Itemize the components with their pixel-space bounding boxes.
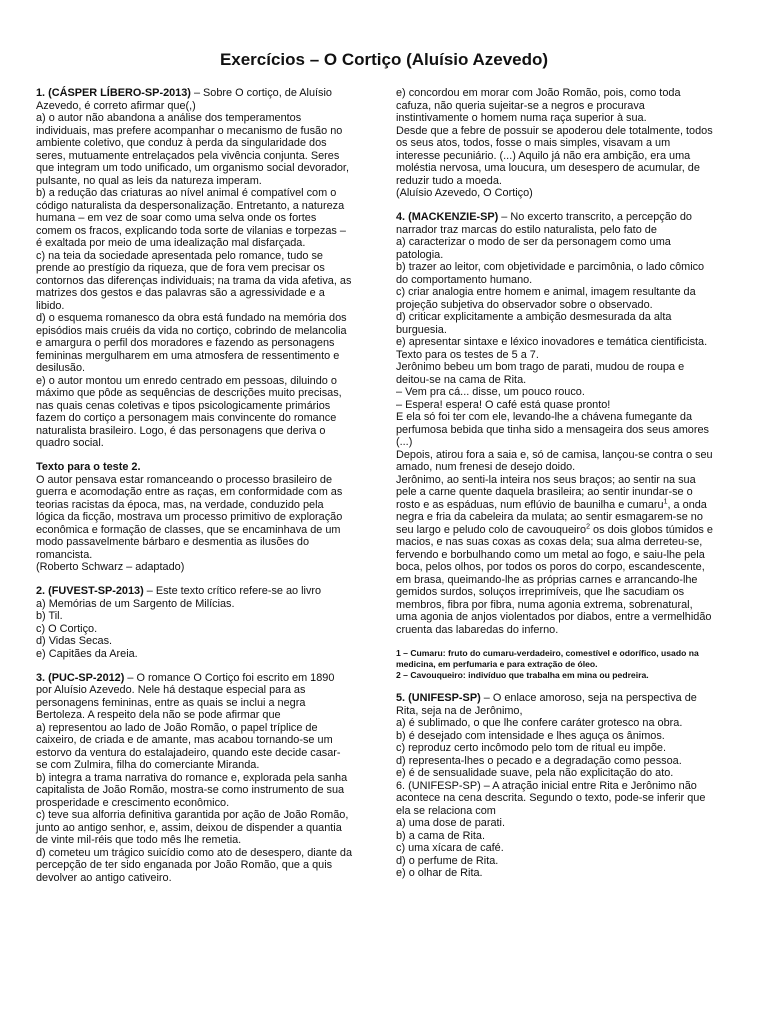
text-paragraph: E ela só foi ter com ele, levando-lhe a chávena fumegante da perfumosa bebida que tinha sido a mensageira dos seus amores (...) xyxy=(396,411,709,448)
option-c: c) na teia da sociedade apresentada pelo romance, tudo se prende ao prestígio da riqueza, que de fora vem precisar os contornos das diferenças individuais; na trama da vida afetiva, as matrizes dos gestos e das palavras são a agressividade e a libido. xyxy=(36,249,352,312)
question-label: 1. (CÁSPER LÍBERO-SP-2013) xyxy=(36,87,191,99)
footnote-marker: 2 xyxy=(586,522,591,530)
option-d: d) Vidas Secas. xyxy=(36,635,113,647)
option-b: b) Til. xyxy=(36,610,63,622)
option-a: a) Memórias de um Sargento de Milícias. xyxy=(36,597,235,610)
option-d: d) representa-lhes o pecado e a degradação como pessoa. xyxy=(396,754,682,767)
option-a: a) representou ao lado de João Romão, o papel tríplice de caixeiro, de criada e de amante, mas acabou tornando-se um estorvo da ventura do estalajadeiro, quando este decide casar-se com Zulmira, filha do comerciante Miranda. xyxy=(36,721,341,771)
option-e: e) apresentar sintaxe e léxico inovadores e temática cientificista. xyxy=(396,336,708,348)
option-c: c) O Cortiço. xyxy=(36,622,98,635)
question-5-stem: 5. (UNIFESP-SP) – O enlace amoroso, seja na perspectiva de Rita, seja na de Jerônimo, xyxy=(396,692,697,717)
page-title: Exercícios – O Cortiço (Aluísio Azevedo) xyxy=(219,50,549,69)
option-b: b) trazer ao leitor, com objetividade e parcimônia, o lado cômico do comportamento humano. xyxy=(396,261,705,286)
text-paragraph: Jerônimo bebeu um bom trago de parati, mudou de roupa e deitou-se na cama de Rita. xyxy=(396,361,685,386)
question-label: 5. (UNIFESP-SP) xyxy=(396,692,481,704)
text-paragraph: Depois, atirou fora a saia e, só de camisa, lançou-se contra o seu amado, num frenesi de desejo doido. xyxy=(396,448,713,473)
option-a: a) o autor não abandona a análise dos temperamentos individuais, mas prefere acompanhar o mecanismo de fusão no ambiente coletivo, que conduz à perda da singularidade dos seres, mutuamente entrelaçados pela vivência conjunta. Seres que integram um todo unificado, um organismo social devorador, pulsante, no qual as leis da natureza imperam. xyxy=(36,112,349,187)
option-c: c) reproduz certo incômodo pelo tom de ritual eu impõe. xyxy=(396,742,666,754)
question-3-stem: 3. (PUC-SP-2012) – O romance O Cortiço foi escrito em 1890 por Aluísio Azevedo. Nele há destaque especial para as personagens femininas, entre as quais se inclui a negra Bertoleza. A respeito dela não se pode afirmar que xyxy=(36,671,335,721)
option-d: d) o perfume de Rita. xyxy=(396,854,499,867)
text-intro: Texto para os testes de 5 a 7. xyxy=(396,348,539,361)
question-label: 3. (PUC-SP-2012) xyxy=(36,671,125,684)
option-b: b) integra a trama narrativa do romance e, explorada pela sanha capitalista de João Romão, mostra-se como instrumento de sua prosperidade e crescimento econômico. xyxy=(36,771,348,809)
text-source: (Roberto Schwarz – adaptado) xyxy=(36,561,185,573)
option-d: d) cometeu um trágico suicídio como ato de desespero, diante da percepção de ter sido enganada por João Romão, que a quis devolver ao antigo cativeiro. xyxy=(36,846,353,884)
footnote: 2 – Cavouqueiro: indivíduo que trabalha em mina ou pedreira. xyxy=(396,669,649,680)
option-a: a) caracterizar o modo de ser da personagem como uma patologia. xyxy=(396,236,671,261)
question-label: 2. (FUVEST-SP-2013) xyxy=(36,585,144,597)
option-b: b) é desejado com intensidade e lhes aguça os ânimos. xyxy=(396,729,665,742)
text-body: O autor pensava estar romanceando o processo brasileiro de guerra e acomodação entre as raças, em conformidade com as teorias racistas da época, mas, na verdade, conduzido pela lógica da ficção, mostrava um processo primitivo de exploração econômica e formação de classes, que se encaminhava de um modo passavelmente bárbaro e desmentia as ilusões do romancista. xyxy=(36,473,343,561)
text-paragraph: – Espera! espera! O café está quase pronto! xyxy=(396,398,611,411)
option-e: e) o autor montou um enredo centrado em pessoas, diluindo o máximo que pôde as sequências de descrições muito precisas, nas quais cenas coletivas e tipos psicologicamente primários fazem do cortiço a personagem mais convincente do romance naturalista brasileiro. Logo, é das personagens que deriva o quadro social. xyxy=(36,374,342,449)
text-paragraph: – Vem pra cá... disse, um pouco rouco. xyxy=(396,386,585,398)
option-c: c) criar analogia entre homem e animal, imagem resultante da projeção subjetiva do observador sobre o observado. xyxy=(396,286,696,311)
option-a: a) é sublimado, o que lhe confere caráter grotesco na obra. xyxy=(396,717,683,729)
option-c: c) uma xícara de café. xyxy=(396,842,504,854)
option-d: d) criticar explicitamente a ambição desmesurada da alta burguesia. xyxy=(396,311,672,336)
option-b: b) a cama de Rita. xyxy=(396,829,485,842)
quote-text: Desde que a febre de possuir se apoderou dele totalmente, todos os seus atos, todos, fosse o mais simples, visavam a um interesse pecuniário. (...) Aquilo já não era ambição, era uma moléstia nervosa, uma loucura, um desespero de acumular, de reduzir tudo a moeda. xyxy=(396,124,713,187)
option-c: c) teve sua alforria definitiva garantida por ação de João Romão, junto ao antigo senhor, e, assim, deixou de dispender a quantia de vinte mil-réis que todo mês lhe remetia. xyxy=(36,809,349,846)
left-column xyxy=(36,87,352,884)
option-e: e) o olhar de Rita. xyxy=(396,867,483,879)
question-2-stem: 2. (FUVEST-SP-2013) – Este texto crítico refere-se ao livro xyxy=(36,585,322,597)
quote-source: (Aluísio Azevedo, O Cortiço) xyxy=(396,187,533,199)
question-6-stem: 6. (UNIFESP-SP) – A atração inicial entre Rita e Jerônimo não acontece na cena descrita. Segundo o texto, pode-se inferir que ela se relaciona com xyxy=(396,779,706,817)
right-column xyxy=(396,87,714,880)
option-b: b) a redução das criaturas ao nível animal é compatível com o código naturalista da despersonalização. Entretanto, a natureza humana – em vez de soar como uma selva onde os fortes comem os fracos, explicando toda sorte de vilanias e torpezas – é exaltada por meio de uma idealização mal disfarçada. xyxy=(36,187,346,249)
option-e: e) Capitães da Areia. xyxy=(36,647,138,660)
option-a: a) uma dose de parati. xyxy=(396,817,505,829)
footnote-marker: 1 xyxy=(663,497,668,505)
question-4-stem: 4. (MACKENZIE-SP) – No excerto transcrito, a percepção do narrador traz marcas do estilo naturalista, pelo fato de xyxy=(396,211,692,236)
footnote: 1 – Cumaru: fruto do cumaru-verdadeiro, comestível e odorífico, usado na medicina, em perfumaria e para extração de óleo. xyxy=(396,647,699,669)
question-1-stem: 1. (CÁSPER LÍBERO-SP-2013) – Sobre O cortiço, de Aluísio Azevedo, é correto afirmar que(,) xyxy=(36,87,332,112)
option-d: d) o esquema romanesco da obra está fundado na memória dos episódios mais cruéis da vida no cortiço, cobrindo de melancolia e amargura o perfil dos moradores e fazendo as personagens femininas mergulharem em uma atmosfera de ressentimento e desilusão. xyxy=(36,312,347,374)
text-paragraph: Jerônimo, ao senti-la inteira nos seus braços; ao sentir na sua pele a carne quente daquela brasileira; ao sentir inundar-se o rosto e as espáduas, num eflúvio de baunilha e cumaru$^1$, a onda negra e fria da cabeleira da mulata; ao sentir esmagarem-se no seu largo e peludo colo de cavouqueiro$^2$ os dois globos túmidos e macios, e nas suas coxas as coxas dela; sua alma derreteu-se, fervendo e borbulhando como um metal ao fogo, e saiu-lhe pela boca, pelos olhos, por todos os poros do corpo, escandescente, em brasa, queimando-lhe as próprias carnes e arrancando-lhe gemidos surdos, soluços irreprimíveis, que lhe sacudiam os membros, fibra por fibra, numa agonia extrema, sobrenatural, uma agonia de anjos violentados por diabos, entre a vermelhidão cruenta das labaredas do inferno. xyxy=(396,473,713,636)
text-heading: Texto para o teste 2. xyxy=(36,461,141,473)
option-e: e) concordou em morar com João Romão, pois, como toda cafuza, não queria sujeitar-se a negros e procurava instintivamente o homem numa raça superior à sua. xyxy=(396,87,681,124)
option-e: e) é de sensualidade suave, pela não explicitação do ato. xyxy=(396,767,674,779)
question-label: 4. (MACKENZIE-SP) xyxy=(396,211,499,223)
